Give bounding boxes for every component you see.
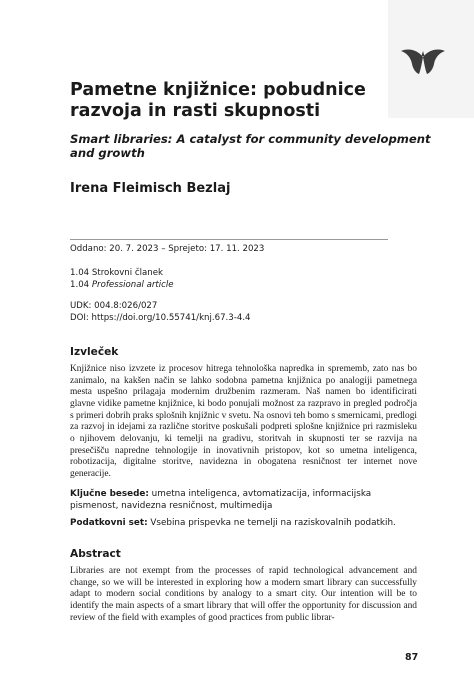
article-title: Pametne knjižnice: pobudnice razvoja in rasti skupnosti	[70, 80, 366, 121]
article-type	[70, 268, 174, 291]
abstract-text-en: Libraries are not exempt from the processes of rapid technological advancement and change, so we will be interested in exploring how a modern smart library can successfully adapt to modern social conditions by analogy to a smart city. Our intention will be to identify the main aspects of a smart library that will offer the opportunity for discussion and review of the field with examples of good practices from public librar-	[70, 566, 417, 623]
abstract-heading-sl: Izvleček	[70, 346, 119, 358]
keywords-label: Ključne besede:	[70, 489, 149, 499]
keywords	[70, 489, 417, 512]
doi-link[interactable]: DOI: https://doi.org/10.55741/knj.67.3-4.4	[70, 312, 251, 323]
divider	[70, 239, 388, 240]
submission-dates	[70, 244, 264, 256]
article-type-en-number: 1.04	[70, 279, 90, 290]
article-type-sl: 1.04 Strokovni članek	[70, 268, 163, 278]
dataset-label: Podatkovni set:	[70, 518, 148, 528]
dataset-note	[70, 518, 417, 530]
keywords-text: umetna inteligenca, avtomatizacija, informacijska pismenost, navidezna resničnost, multimedija	[70, 489, 372, 511]
dataset-text: Vsebina prispevka ne temelji na raziskovalnih podatkih.	[150, 518, 396, 528]
identifiers	[70, 301, 251, 324]
article-type-en-label: Professional article	[91, 279, 174, 290]
abstract-text-sl: Knjižnice niso izvzete iz procesov hitrega tehnološka napredka in sprememb, zato nas bo zanimalo, na kakšen način se lahko sodobna pametna knjižnica po analogiji pametnega mesta uspešno prilagaja modernim družbenim razmeram. Naš namen bo identificirati glavne vidike pametne knjižnice, ki bodo ponujali možnost za razpravo in pregled področja s primeri dobrih praks splošnih knjižnic v svetu. Na osnovi teh bomo s smernicami, predlogi za razvoj in idejami za različne storitve poskušali podpreti splošne knjižnice pri razmisleku o njihovem delovanju, ki temelji na gradivu, storitvah in skupnosti ter se razvija na presečišču napredne tehnologije in inovativnih pristopov, kot so umetna inteligenca, robotizacija, digitalne storitve, navidezna in obogatena resničnost ter internet nove generacije.	[70, 364, 417, 479]
abstract-heading-en: Abstract	[70, 548, 121, 560]
page-number: 87	[405, 652, 419, 663]
article-title-english: Smart libraries: A catalyst for community development and growth	[70, 132, 431, 160]
author-name: Irena Fleimisch Bezlaj	[70, 181, 231, 196]
udk-code: UDK: 004.8:026/027	[70, 301, 158, 311]
article-type-en	[70, 280, 174, 292]
butterfly-logo-icon	[400, 48, 446, 76]
dates-text: Oddano: 20. 7. 2023 – Sprejeto: 17. 11. 2023	[70, 244, 265, 254]
